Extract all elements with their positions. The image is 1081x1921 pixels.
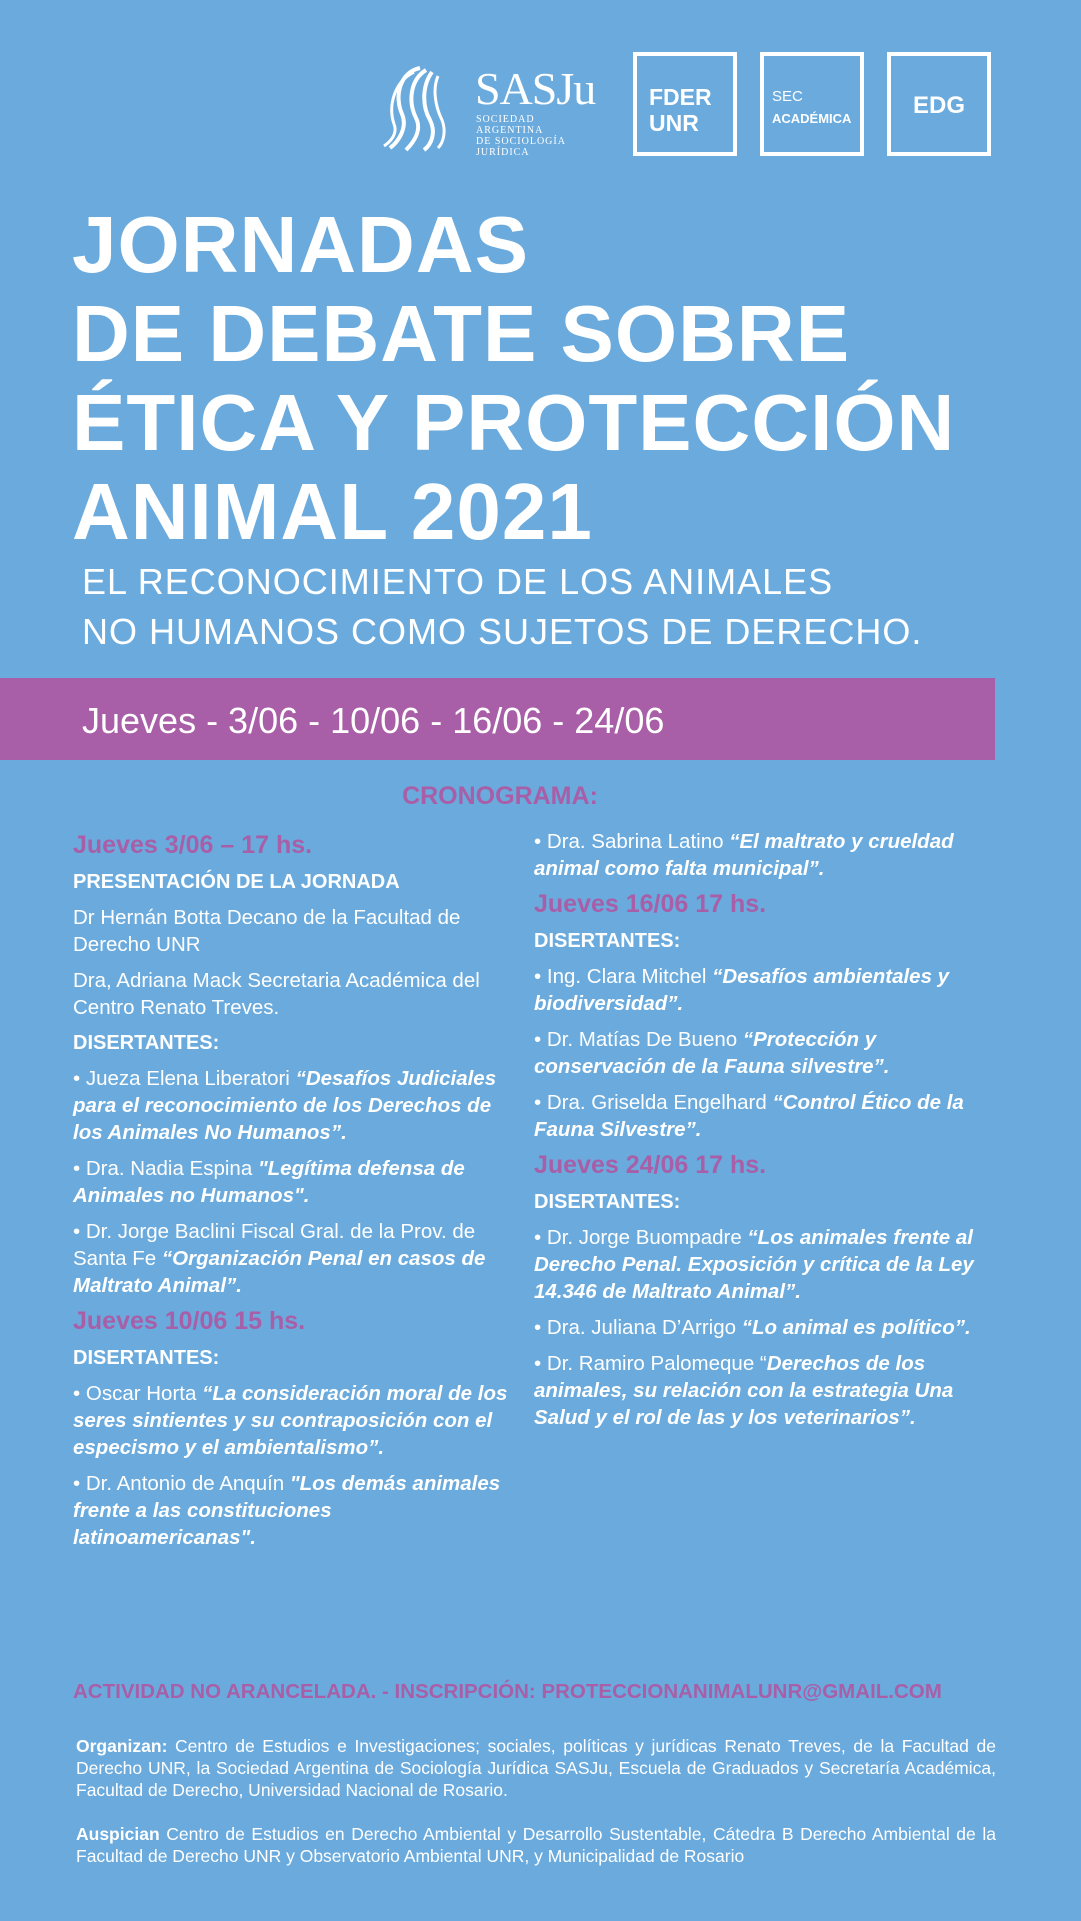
day-heading: Jueves 3/06 – 17 hs. [73, 831, 313, 859]
logo-bar [380, 52, 1000, 162]
sasju-logo [380, 58, 600, 158]
speaker-item: • Dra. Nadia Espina "Legítima defensa de Animales no Humanos". [73, 1157, 465, 1207]
registration-line: ACTIVIDAD NO ARANCELADA. - INSCRIPCIÓN: PROTECCIONANIMALUNR@GMAIL.COM [73, 1680, 942, 1703]
dates-band [0, 678, 995, 760]
presenter: Dr Hernán Botta Decano de la Facultad de Derecho UNR [73, 906, 461, 956]
schedule-heading: CRONOGRAMA: [402, 782, 598, 810]
fder-unr-logo: FDER UNR [633, 52, 737, 156]
edg-logo: EDG [887, 52, 991, 156]
speaker-item: • Dr. Antonio de Anquín "Los demás animales frente a las constituciones latinoamericanas". [73, 1472, 501, 1549]
speaker-item: • Ing. Clara Mitchel “Desafíos ambientales y biodiversidad”. [534, 965, 950, 1015]
hair-swirl-icon [380, 62, 460, 154]
day-heading: Jueves 16/06 17 hs. [534, 890, 767, 918]
schedule-column-right [534, 828, 1000, 1440]
dates-text: Jueves - 3/06 - 10/06 - 16/06 - 24/06 [82, 700, 665, 741]
speaker-item: • Dr. Matías De Bueno “Protección y conservación de la Fauna silvestre”. [534, 1028, 890, 1078]
speaker-item: • Dr. Jorge Buompadre “Los animales frente al Derecho Penal. Exposición y crítica de la Ley 14.346 de Maltrato Animal”. [534, 1226, 974, 1303]
speaker-item: • Dra. Griselda Engelhard “Control Ético de la Fauna Silvestre”. [534, 1091, 964, 1141]
speaker-item: • Dr. Ramiro Palomeque “Derechos de los animales, su relación con la estrategia Una Salud y el rol de las y los veterinarios”. [534, 1352, 954, 1429]
speakers-label: DISERTANTES: [73, 1347, 220, 1369]
speakers-label: DISERTANTES: [534, 1191, 681, 1213]
page-title: JORNADAS DE DEBATE SOBRE ÉTICA Y PROTECCIÓN ANIMAL 2021 [72, 200, 956, 556]
day-heading: Jueves 10/06 15 hs. [73, 1307, 306, 1335]
speaker-item: • Dr. Jorge Baclini Fiscal Gral. de la Prov. de Santa Fe “Organización Penal en casos de Maltrato Animal”. [73, 1220, 486, 1297]
sasju-subtitle: SOCIEDAD ARGENTINA DE SOCIOLOGÍA JURÍDICA [476, 114, 566, 158]
speakers-label: DISERTANTES: [534, 930, 681, 952]
schedule-column-left [73, 832, 517, 1560]
speaker-item: • Dra. Sabrina Latino “El maltrato y crueldad animal como falta municipal”. [534, 830, 954, 880]
day-heading: Jueves 24/06 17 hs. [534, 1151, 767, 1179]
sasju-name: SASJu [475, 63, 596, 114]
organizers-text: Organizan: Centro de Estudios e Investigaciones; sociales, políticas y jurídicas Renato Treves, de la Facultad de Derecho UNR, la Sociedad Argentina de Sociología Jurídica SASJu, Escuela de Graduados y Secretaría Académica, Facultad de Derecho, Universidad Nacional de Rosario. [76, 1736, 996, 1800]
speaker-item: • Jueza Elena Liberatori “Desafíos Judiciales para el reconocimiento de los Derechos de los Animales No Humanos”. [73, 1067, 497, 1144]
speakers-label: DISERTANTES: [73, 1032, 220, 1054]
presenter: Dra, Adriana Mack Secretaria Académica del Centro Renato Treves. [73, 969, 480, 1019]
page-subtitle: EL RECONOCIMIENTO DE LOS ANIMALES NO HUMANOS COMO SUJETOS DE DERECHO. [82, 561, 923, 652]
sponsors-text: Auspician Centro de Estudios en Derecho Ambiental y Desarrollo Sustentable, Cátedra B Derecho Ambiental de la Facultad de Derecho UNR y Observatorio Ambiental UNR, y Municipalidad de Rosario [76, 1824, 996, 1866]
sec-academica-logo: SEC ACADÉMICA [760, 52, 864, 156]
speaker-item: • Oscar Horta “La consideración moral de los seres sintientes y su contraposición con el especismo y el ambientalismo”. [73, 1382, 508, 1459]
speaker-item: • Dra. Juliana D’Arrigo “Lo animal es político”. [534, 1316, 971, 1339]
presentation-label: PRESENTACIÓN DE LA JORNADA [73, 871, 400, 893]
